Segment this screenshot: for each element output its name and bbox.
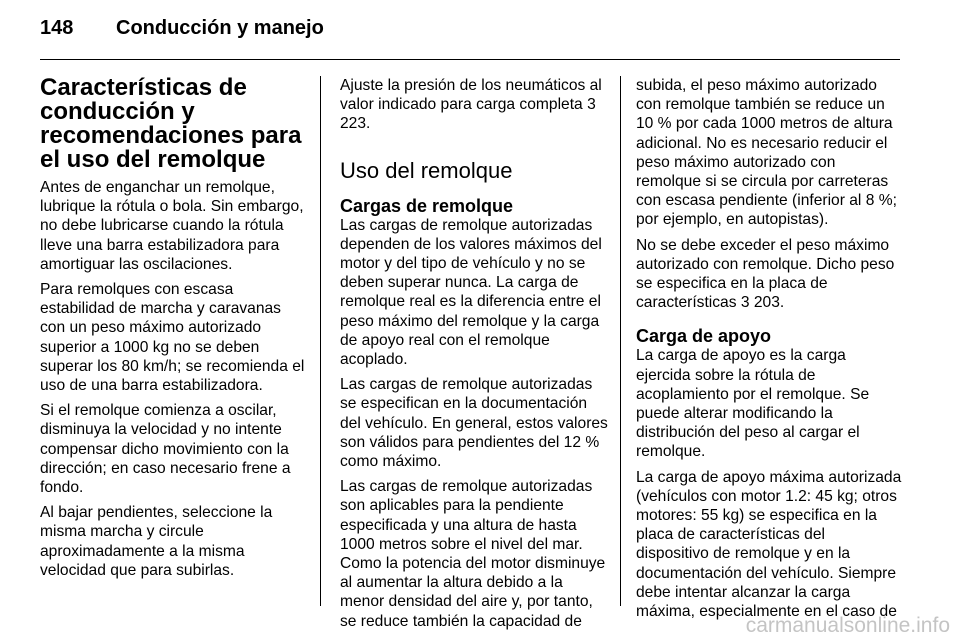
paragraph-text: No se debe exceder el peso máximo autorizado con remolque. Dicho peso se especifica en la placa de características	[636, 236, 895, 312]
chapter-title: Conducción y manejo	[116, 17, 324, 39]
page-number: 148	[40, 17, 74, 39]
paragraph: Al bajar pendientes, seleccione la misma marcha y circule aproximadamente a la misma velocidad que para subirlas.	[40, 504, 273, 579]
page-reference-link[interactable]: 3 203.	[740, 294, 785, 312]
paragraph: Las cargas de remolque autorizadas dependen de los valores máximos del motor y del tipo de vehículo y no se deben superar nunca. La carga de remolque real es la diferencia entre el peso máximo del remolque y la carga de apoyo real con el remolque acoplado.	[340, 216, 602, 369]
paragraph: Antes de enganchar un remolque, lubrique la rótula o bola. Sin embargo, no debe lubricarse cuando la rótula lleve una barra estabilizadora para amortiguar las oscilaciones.	[40, 179, 304, 273]
column-3	[636, 76, 902, 627]
section-title-trailer-use: Uso del remolque	[340, 157, 513, 183]
page-header	[40, 14, 920, 42]
header-rule	[40, 59, 900, 60]
paragraph	[340, 76, 608, 134]
paragraph	[636, 236, 902, 313]
paragraph: La carga de apoyo es la carga ejercida sobre la rótula de acoplamiento por el remolque. Se puede alterar modificando la distribución del peso al cargar el remolque.	[636, 347, 870, 461]
paragraph: Si el remolque comienza a oscilar, disminuya la velocidad y no intente compensar dicho movimiento con la dirección; en caso necesario frene a fondo.	[40, 402, 291, 497]
paragraph: Las cargas de remolque autorizadas son aplicables para la pendiente especificada y una altura de hasta 1000 metros sobre el nivel del mar. Como la potencia del motor disminuye al aumentar la altura debido a la menor densidad del aire y, por tanto, se reduce también la capacidad de	[340, 478, 606, 630]
column-divider-1	[320, 76, 321, 606]
section-heading-driving-characteristics: Características de conducción y recomendaciones para el uso del remolque	[40, 74, 302, 173]
column-1	[40, 76, 308, 586]
column-2	[340, 76, 608, 637]
watermark: carmanualsonline.info	[745, 614, 950, 637]
paragraph-text: Ajuste la presión de los neumáticos al valor indicado para carga completa	[340, 77, 602, 114]
page-reference-link[interactable]: 3 223.	[340, 96, 596, 133]
subheading-trailer-loads: Cargas de remolque	[340, 195, 514, 216]
paragraph: La carga de apoyo máxima autorizada (vehículos con motor 1.2: 45 kg; otros motores: 55 kg) se especifica en la placa de características del dispositivo de remolque y en la documentación del vehículo. Siempre debe intentar alcanzar la carga máxima, especialmente en el caso de	[636, 468, 902, 621]
paragraph: Las cargas de remolque autorizadas se especifican en la documentación del vehículo. En general, estos valores son válidos para pendientes del 12 % como máximo.	[340, 376, 608, 471]
subheading-support-load: Carga de apoyo	[636, 326, 772, 347]
column-divider-2	[620, 76, 621, 606]
paragraph: subida, el peso máximo autorizado con remolque también se reduce un 10 % por cada 1000 metros de altura adicional. No es necesario reducir el peso máximo autorizado con remolque si se circula por carreteras con escasa pendiente (inferior al 8 %; por ejemplo, en autopistas).	[636, 77, 897, 229]
paragraph: Para remolques con escasa estabilidad de marcha y caravanas con un peso máximo autorizado superior a 1000 kg no se deben superar los 80 km/h; se recomienda el uso de una barra estabilizadora.	[40, 281, 305, 395]
